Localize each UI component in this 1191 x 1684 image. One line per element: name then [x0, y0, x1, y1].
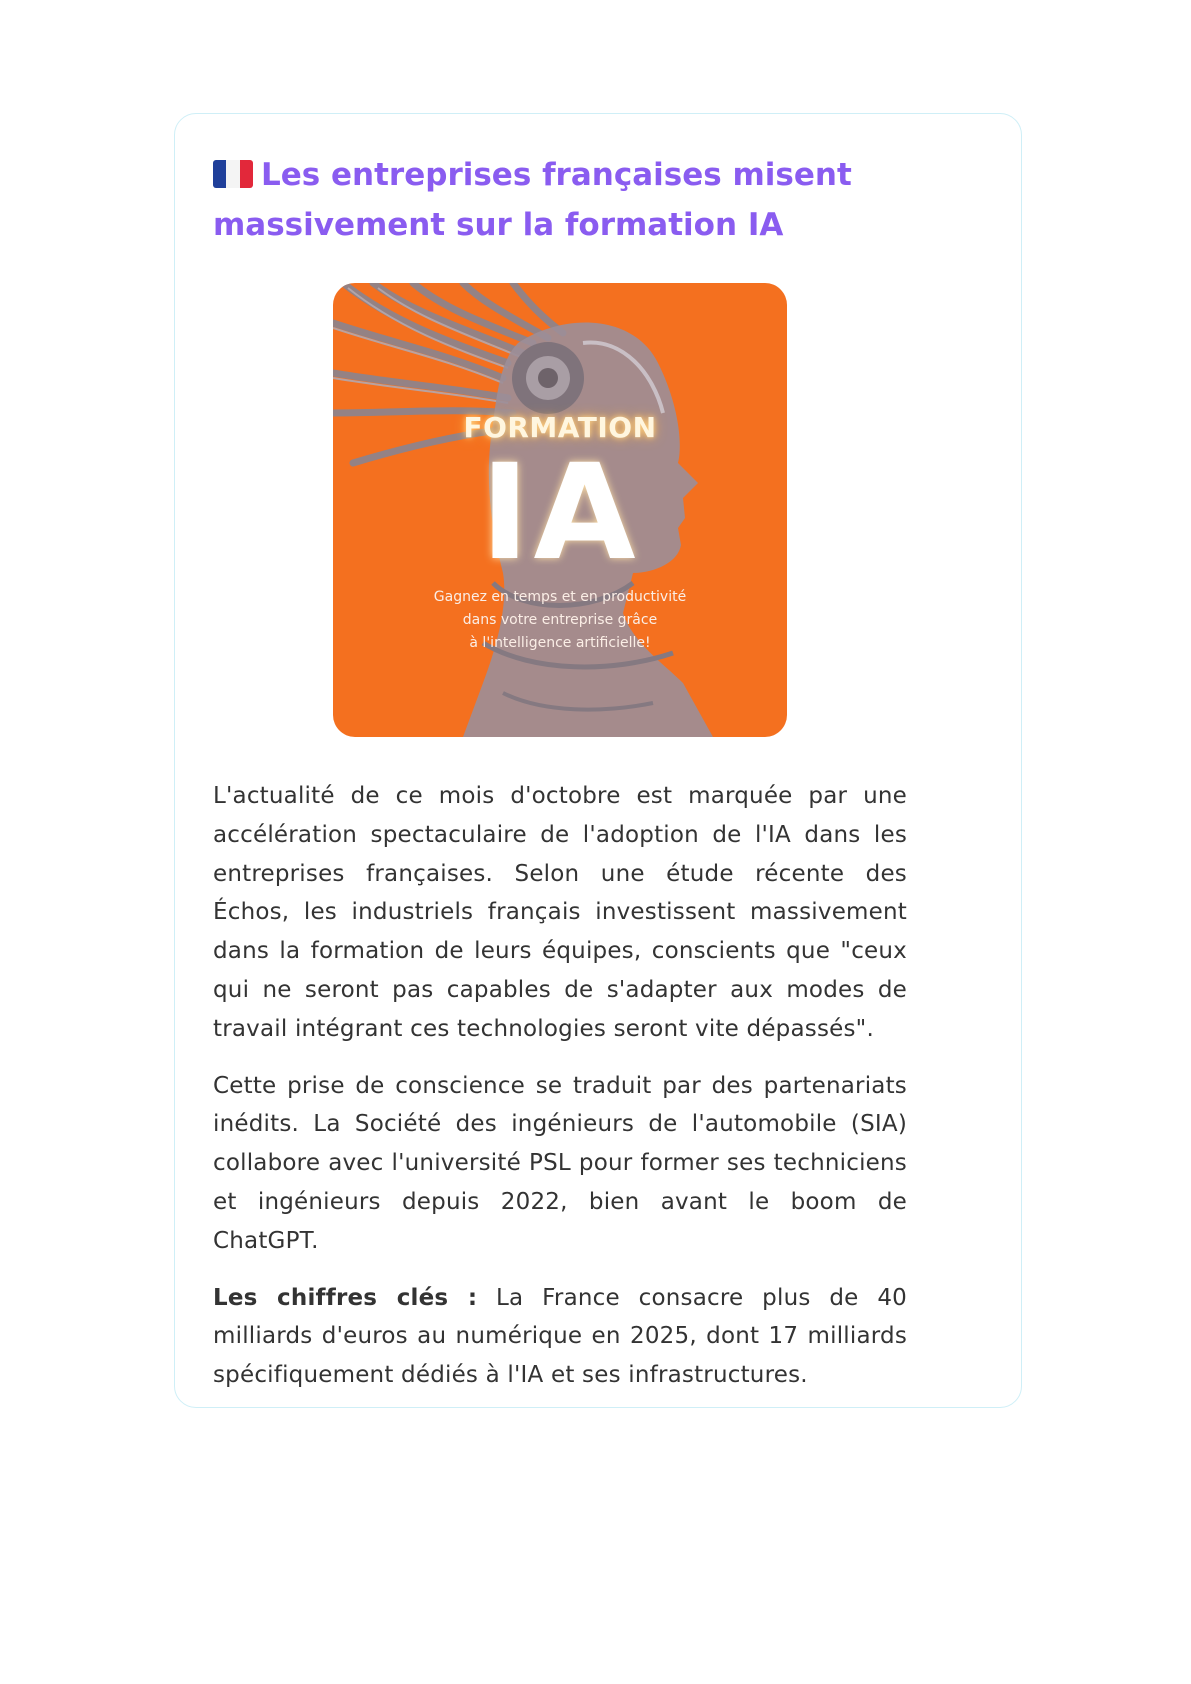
image-headline-big: IA	[480, 436, 640, 590]
image-headline-small: FORMATION	[463, 411, 657, 444]
paragraph-intro: L'actualité de ce mois d'octobre est marquée par une accélération spectaculaire de l'adoption de l'IA dans les entreprises françaises. Selon une étude récente des Échos, les industriels français investissent massivement dans la formation de leurs équipes, conscients que "ceux qui ne seront pas capables de s'adapter aux modes de travail intégrant ces technologies seront vite dépassés".	[213, 783, 907, 1042]
key-figures-label: Les chiffres clés :	[213, 1284, 478, 1311]
article-title	[213, 150, 907, 250]
image-tagline-line: dans votre entreprise grâce	[462, 612, 658, 628]
article-title-text: Les entreprises françaises misent massivement sur la formation IA	[213, 157, 852, 243]
image-tagline	[393, 586, 727, 655]
paragraph-key-figures	[213, 1279, 907, 1395]
key-figures-text: La France consacre plus de 40 milliards d'euros au numérique en 2025, dont 17 milliards spécifiquement dédiés à l'IA et ses infrastructures.	[213, 1284, 907, 1389]
formation-ia-image	[333, 283, 787, 737]
image-tagline-line: Gagnez en temps et en productivité	[433, 589, 687, 605]
france-flag-icon	[213, 160, 253, 188]
image-tagline-line: à l'intelligence artificielle!	[469, 635, 651, 651]
article-content	[213, 150, 907, 1395]
paragraph-partnerships: Cette prise de conscience se traduit par des partenariats inédits. La Société des ingénieurs de l'automobile (SIA) collabore avec l'université PSL pour former ses techniciens et ingénieurs depuis 2022, bien avant le boom de ChatGPT.	[213, 1072, 907, 1254]
